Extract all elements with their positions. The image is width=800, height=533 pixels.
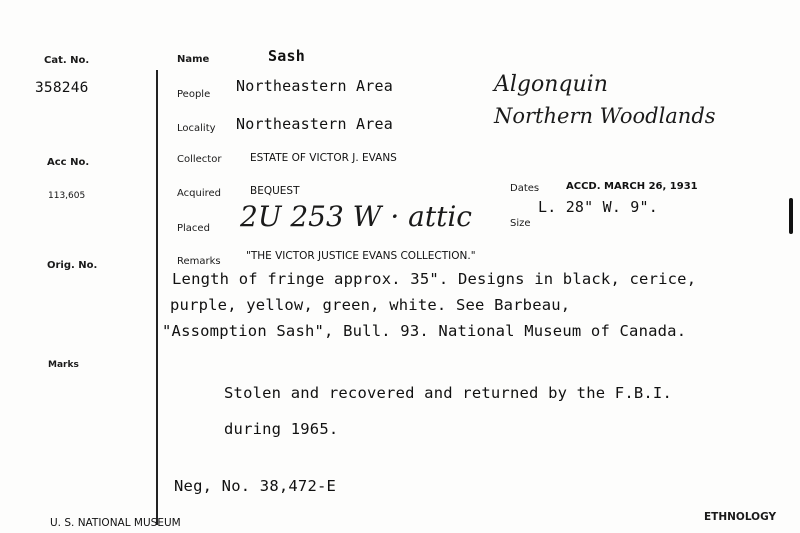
acc-no-value: 113,605 (48, 191, 86, 201)
department-name: ETHNOLOGY (704, 511, 777, 523)
dates-label: Dates (510, 183, 540, 194)
people-label: People (177, 89, 211, 100)
collector-label: Collector (177, 154, 222, 165)
orig-no-label: Orig. No. (47, 260, 98, 271)
acquired-value: BEQUEST (250, 185, 300, 197)
size-value: L. 28" W. 9". (538, 198, 658, 216)
edge-mark (789, 198, 793, 234)
note-line-3: "Assomption Sash", Bull. 93. National Museum of Canada. (162, 322, 687, 340)
name-value: Sash (268, 47, 305, 65)
locality-handwritten: Northern Woodlands (494, 104, 716, 128)
note-line-4: Stolen and recovered and returned by the F.B.I. (224, 384, 672, 402)
people-handwritten: Algonquin (494, 72, 608, 97)
column-divider (156, 70, 158, 525)
marks-label: Marks (48, 360, 79, 370)
collector-value: ESTATE OF VICTOR J. EVANS (250, 152, 397, 164)
acquired-label: Acquired (177, 188, 222, 199)
placed-label: Placed (177, 223, 210, 234)
name-label: Name (177, 54, 210, 65)
locality-label: Locality (177, 123, 216, 134)
note-line-2: purple, yellow, green, white. See Barbeau, (170, 296, 571, 314)
placed-handwritten: 2U 253 W · attic (240, 200, 472, 233)
acc-no-label: Acc No. (47, 157, 90, 168)
people-value: Northeastern Area (236, 77, 393, 95)
negative-number: Neg, No. 38,472-E (174, 477, 337, 495)
note-line-5: during 1965. (224, 420, 339, 438)
cat-no-value: 358246 (35, 80, 89, 96)
size-label: Size (510, 218, 531, 229)
museum-name: U. S. NATIONAL MUSEUM (50, 517, 181, 529)
locality-value: Northeastern Area (236, 115, 393, 133)
remarks-value: "THE VICTOR JUSTICE EVANS COLLECTION." (246, 250, 476, 262)
dates-value: ACCD. MARCH 26, 1931 (566, 181, 698, 192)
note-line-1: Length of fringe approx. 35". Designs in black, cerice, (172, 270, 697, 288)
remarks-label: Remarks (177, 256, 221, 267)
cat-no-label: Cat. No. (44, 55, 90, 66)
